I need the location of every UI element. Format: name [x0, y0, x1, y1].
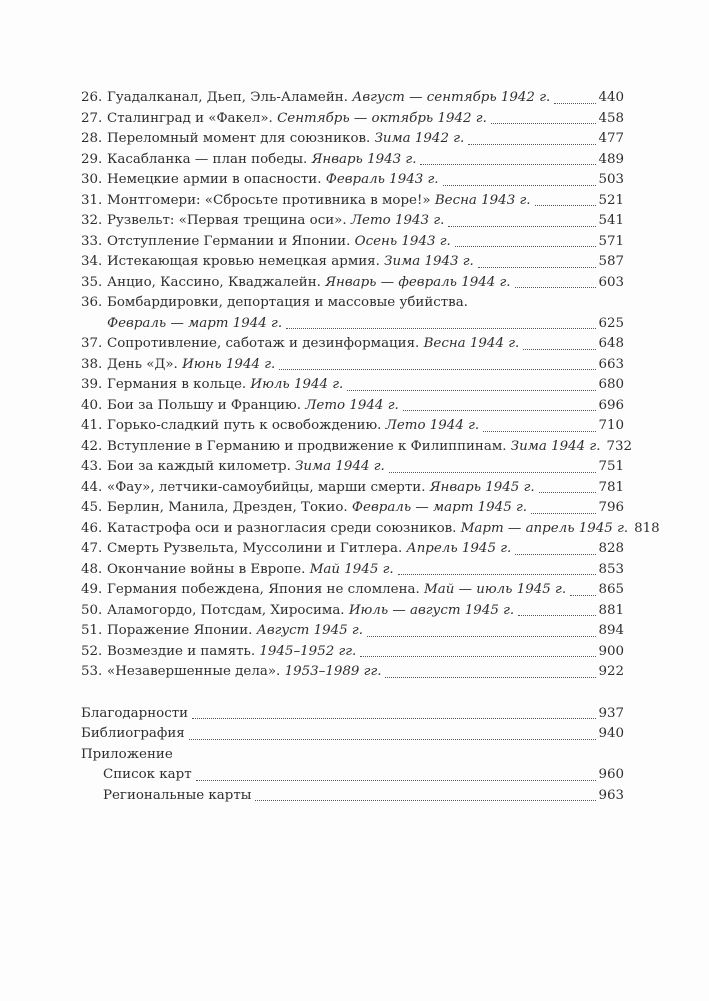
chapter-number: 29. [81, 151, 103, 167]
page-number: 458 [598, 110, 624, 126]
dot-leader [360, 655, 596, 657]
dot-leader [448, 225, 596, 227]
chapter-title [107, 232, 451, 253]
entry-title: Благодарности [81, 705, 189, 721]
toc-entry-chapter[interactable] [81, 642, 624, 663]
chapter-name: Вступление в Германию и продвижение к Филиппинам. [107, 438, 507, 454]
chapter-title [107, 437, 600, 458]
entry-title: Список карт [103, 767, 192, 782]
entry-title: Приложение [81, 746, 173, 762]
page-number: 440 [598, 90, 624, 105]
chapter-name: Немецкие армии в опасности. [107, 172, 322, 187]
chapter-period: Весна 1943 г. [434, 192, 531, 208]
page-number: 648 [598, 336, 624, 351]
chapter-number: 51. [81, 623, 103, 638]
chapter-name: Сопротивление, саботаж и дезинформация. [107, 336, 420, 351]
chapter-number: 45. [81, 500, 103, 515]
chapter-period: 1953–1989 гг. [284, 664, 382, 679]
chapter-number: 31. [81, 192, 103, 208]
page-number: 940 [598, 726, 624, 741]
dot-leader [398, 573, 597, 575]
chapter-name: Окончание войны в Европе. [107, 561, 306, 577]
dot-leader [539, 491, 597, 493]
page-number: 818 [634, 520, 660, 536]
chapter-name: День «Д». [107, 356, 178, 372]
page-number: 521 [598, 192, 624, 208]
chapter-title [107, 457, 385, 478]
toc-entry-chapter[interactable] [81, 601, 624, 622]
chapter-period: 1945–1952 гг. [259, 643, 357, 659]
chapter-title [107, 129, 464, 150]
page-number: 541 [598, 213, 624, 228]
toc-entry-chapter[interactable] [81, 129, 624, 150]
chapter-name: «Незавершенные дела». [107, 664, 281, 679]
chapter-name: Рузвельт: «Первая трещина оси». [107, 213, 347, 228]
chapter-number: 28. [81, 131, 103, 146]
page-number: 865 [598, 582, 624, 597]
chapter-name: Германия побеждена, Япония не сломлена. [107, 582, 420, 597]
chapter-number: 38. [81, 356, 103, 372]
page-number: 696 [598, 397, 624, 413]
chapter-title [107, 601, 514, 622]
chapter-number: 32. [81, 213, 103, 228]
chapter-period: Зима 1944 г. [295, 459, 385, 474]
chapter-number: 26. [81, 90, 103, 105]
chapter-title [107, 478, 535, 499]
chapter-list [81, 88, 660, 683]
dot-leader [554, 102, 596, 104]
dot-leader [192, 717, 596, 719]
chapter-number: 30. [81, 172, 103, 187]
page-number: 710 [598, 418, 624, 433]
dot-leader [196, 779, 597, 781]
chapter-number: 34. [81, 254, 103, 269]
chapter-period: Январь — февраль 1944 г. [325, 274, 511, 290]
toc-entry-regional-maps[interactable] [81, 786, 624, 807]
chapter-period: Июнь 1944 г. [182, 356, 276, 372]
chapter-number: 41. [81, 418, 103, 433]
chapter-name: Смерть Рузвельта, Муссолини и Гитлера. [107, 541, 403, 556]
back-matter [81, 704, 624, 807]
page-number: 881 [598, 602, 624, 618]
chapter-period: Лето 1943 г. [350, 213, 445, 228]
chapter-name: Бои за Польшу и Францию. [107, 397, 301, 413]
chapter-period: Март — апрель 1945 г. [460, 520, 629, 536]
chapter-number: 46. [81, 520, 103, 536]
chapter-name: Горько-сладкий путь к освобождению. [107, 418, 382, 433]
dot-leader [468, 143, 596, 145]
toc-entry-chapter[interactable] [81, 211, 624, 232]
chapter-title [107, 170, 439, 191]
toc-entry-chapter[interactable] [81, 293, 624, 314]
toc-entry-chapter[interactable] [81, 416, 624, 437]
page-number: 603 [598, 274, 624, 290]
chapter-period: Май 1945 г. [309, 561, 394, 577]
chapter-title [107, 642, 356, 663]
chapter-period: Февраль 1943 г. [325, 172, 439, 187]
dot-leader [523, 348, 596, 350]
toc-entry-chapter[interactable] [81, 88, 624, 109]
chapter-number: 47. [81, 541, 103, 556]
page-number: 963 [598, 787, 624, 803]
chapter-number: 37. [81, 336, 103, 351]
page-number: 663 [598, 356, 624, 372]
dot-leader [189, 738, 597, 740]
toc-entry-map-list[interactable] [81, 765, 624, 786]
toc-entry-chapter[interactable] [81, 662, 624, 683]
chapter-name: Германия в кольце. [107, 377, 247, 392]
chapter-number: 36. [81, 295, 103, 310]
chapter-number: 40. [81, 397, 103, 413]
toc-entry-chapter[interactable] [81, 232, 624, 253]
toc-entry-appendix [81, 745, 624, 766]
dot-leader [255, 799, 596, 801]
chapter-period: Июль 1944 г. [250, 377, 344, 392]
table-of-contents [81, 88, 660, 806]
chapter-title [107, 621, 363, 642]
toc-entry-chapter[interactable] [81, 539, 624, 560]
toc-entry-chapter-continuation[interactable] [81, 314, 624, 335]
chapter-name: Истекающая кровью немецкая армия. [107, 254, 380, 269]
toc-entry-chapter[interactable] [81, 396, 624, 417]
chapter-name: Отступление Германии и Японии. [107, 233, 351, 249]
toc-entry-chapter[interactable] [81, 437, 633, 458]
chapter-period: Июль — август 1945 г. [348, 602, 515, 618]
chapter-name: Бомбардировки, депортация и массовые убийства. [107, 295, 468, 310]
toc-entry-chapter[interactable] [81, 355, 624, 376]
chapter-period: Январь 1945 г. [429, 479, 535, 495]
chapter-name: Катастрофа оси и разногласия среди союзников. [107, 520, 457, 536]
chapter-title [107, 416, 479, 437]
page-number: 894 [598, 623, 624, 638]
chapter-period: Сентябрь — октябрь 1942 г. [277, 110, 487, 126]
toc-entry-chapter[interactable] [81, 252, 624, 273]
dot-leader [478, 266, 597, 268]
chapter-number: 44. [81, 479, 103, 495]
chapter-number: 53. [81, 664, 103, 679]
dot-leader [385, 676, 596, 678]
chapter-title [107, 252, 474, 273]
chapter-period: Осень 1943 г. [354, 233, 451, 249]
chapter-title [107, 109, 487, 130]
page-number: 922 [598, 664, 624, 679]
chapter-name: Касабланка — план победы. [107, 151, 308, 167]
chapter-name: Монтгомери: «Сбросьте противника в море!» [107, 192, 431, 208]
chapter-title [107, 375, 343, 396]
page-number: 828 [598, 541, 624, 556]
section-gap [81, 683, 624, 704]
chapter-title [107, 150, 416, 171]
chapter-name: «Фау», летчики-самоубийцы, марши смерти. [107, 479, 426, 495]
page-number: 853 [598, 561, 624, 577]
chapter-name: Бои за каждый километр. [107, 459, 291, 474]
chapter-name: Берлин, Манила, Дрезден, Токио. [107, 500, 348, 515]
chapter-period: Август — сентябрь 1942 г. [352, 90, 551, 105]
dot-leader [483, 430, 596, 432]
chapter-title [107, 560, 394, 581]
chapter-period: Август 1945 г. [256, 623, 363, 638]
chapter-period: Январь 1943 г. [311, 151, 417, 167]
chapter-period: Весна 1944 г. [423, 336, 520, 351]
page-number: 625 [598, 315, 624, 331]
chapter-title [107, 88, 550, 109]
page-number: 781 [598, 479, 624, 495]
dot-leader [389, 471, 597, 473]
chapter-title [107, 355, 275, 376]
toc-entry-chapter[interactable] [81, 560, 624, 581]
toc-entry-chapter[interactable] [81, 170, 624, 191]
chapter-title [107, 498, 527, 519]
chapter-period: Февраль — март 1944 г. [107, 315, 283, 331]
chapter-name: Аламогордо, Потсдам, Хиросима. [107, 602, 345, 618]
dot-leader [347, 389, 596, 391]
chapter-title [107, 273, 511, 294]
chapter-number: 35. [81, 274, 103, 290]
toc-entry-chapter[interactable] [81, 457, 624, 478]
page-number: 900 [598, 643, 624, 659]
toc-entry-chapter[interactable] [81, 334, 624, 355]
chapter-title [107, 396, 399, 417]
dot-leader [531, 512, 596, 514]
entry-title: Библиография [81, 726, 185, 741]
chapter-name: Поражение Японии. [107, 623, 253, 638]
toc-entry-chapter[interactable] [81, 580, 624, 601]
chapter-number: 52. [81, 643, 103, 659]
chapter-period: Зима 1944 г. [510, 438, 601, 454]
chapter-title-continued [107, 314, 282, 335]
toc-entry-chapter[interactable] [81, 273, 624, 294]
chapter-period: Зима 1942 г. [374, 131, 465, 146]
toc-entry-chapter[interactable] [81, 191, 624, 212]
chapter-number: 27. [81, 110, 103, 126]
toc-entry-chapter[interactable] [81, 519, 660, 540]
chapter-name: Переломный момент для союзников. [107, 131, 371, 146]
dot-leader [443, 184, 597, 186]
chapter-number: 49. [81, 582, 103, 597]
dot-leader [515, 553, 596, 555]
chapter-number: 50. [81, 602, 103, 618]
page-number: 477 [598, 131, 624, 146]
chapter-period: Февраль — март 1945 г. [351, 500, 528, 515]
page-number: 680 [598, 377, 624, 392]
dot-leader [535, 204, 597, 206]
toc-entry-acknowledgements[interactable] [81, 704, 624, 725]
toc-entry-chapter[interactable] [81, 375, 624, 396]
dot-leader [279, 368, 596, 370]
dot-leader [491, 122, 597, 124]
dot-leader [286, 327, 596, 329]
page-number: 960 [598, 767, 624, 782]
toc-entry-bibliography[interactable] [81, 724, 624, 745]
chapter-period: Апрель 1945 г. [406, 541, 512, 556]
chapter-title [107, 211, 444, 232]
chapter-number: 33. [81, 233, 103, 249]
chapter-number: 43. [81, 459, 103, 474]
toc-entry-chapter[interactable] [81, 478, 624, 499]
chapter-period: Лето 1944 г. [305, 397, 399, 413]
page-number: 489 [598, 151, 624, 167]
page-number: 587 [598, 254, 624, 269]
dot-leader [570, 594, 596, 596]
dot-leader [518, 614, 596, 616]
page-number: 732 [606, 438, 633, 454]
chapter-title [107, 334, 519, 355]
dot-leader [515, 286, 597, 288]
chapter-title [107, 191, 531, 212]
page-number: 503 [598, 172, 624, 187]
dot-leader [455, 245, 597, 247]
chapter-title [107, 293, 468, 314]
page-number: 796 [598, 500, 624, 515]
chapter-name: Гуадалканал, Дьеп, Эль-Аламейн. [107, 90, 348, 105]
chapter-name: Сталинград и «Факел». [107, 110, 273, 126]
toc-entry-chapter[interactable] [81, 109, 624, 130]
chapter-title [107, 580, 566, 601]
chapter-period: Май — июль 1945 г. [424, 582, 567, 597]
toc-entry-chapter[interactable] [81, 498, 624, 519]
chapter-title [107, 519, 628, 540]
chapter-period: Зима 1943 г. [384, 254, 474, 269]
chapter-name: Анцио, Кассино, Кваджалейн. [107, 274, 321, 290]
chapter-title [107, 539, 511, 560]
dot-leader [367, 635, 596, 637]
chapter-title [107, 662, 381, 683]
page-number: 571 [598, 233, 624, 249]
toc-entry-chapter[interactable] [81, 621, 624, 642]
chapter-name: Возмездие и память. [107, 643, 256, 659]
toc-entry-chapter[interactable] [81, 150, 624, 171]
chapter-number: 39. [81, 377, 103, 392]
entry-title: Региональные карты [103, 787, 252, 803]
chapter-number: 42. [81, 438, 103, 454]
chapter-period: Лето 1944 г. [385, 418, 480, 433]
page-number: 937 [598, 705, 624, 721]
dot-leader [420, 163, 596, 165]
chapter-number: 48. [81, 561, 103, 577]
page-number: 751 [598, 459, 624, 474]
dot-leader [403, 409, 597, 411]
